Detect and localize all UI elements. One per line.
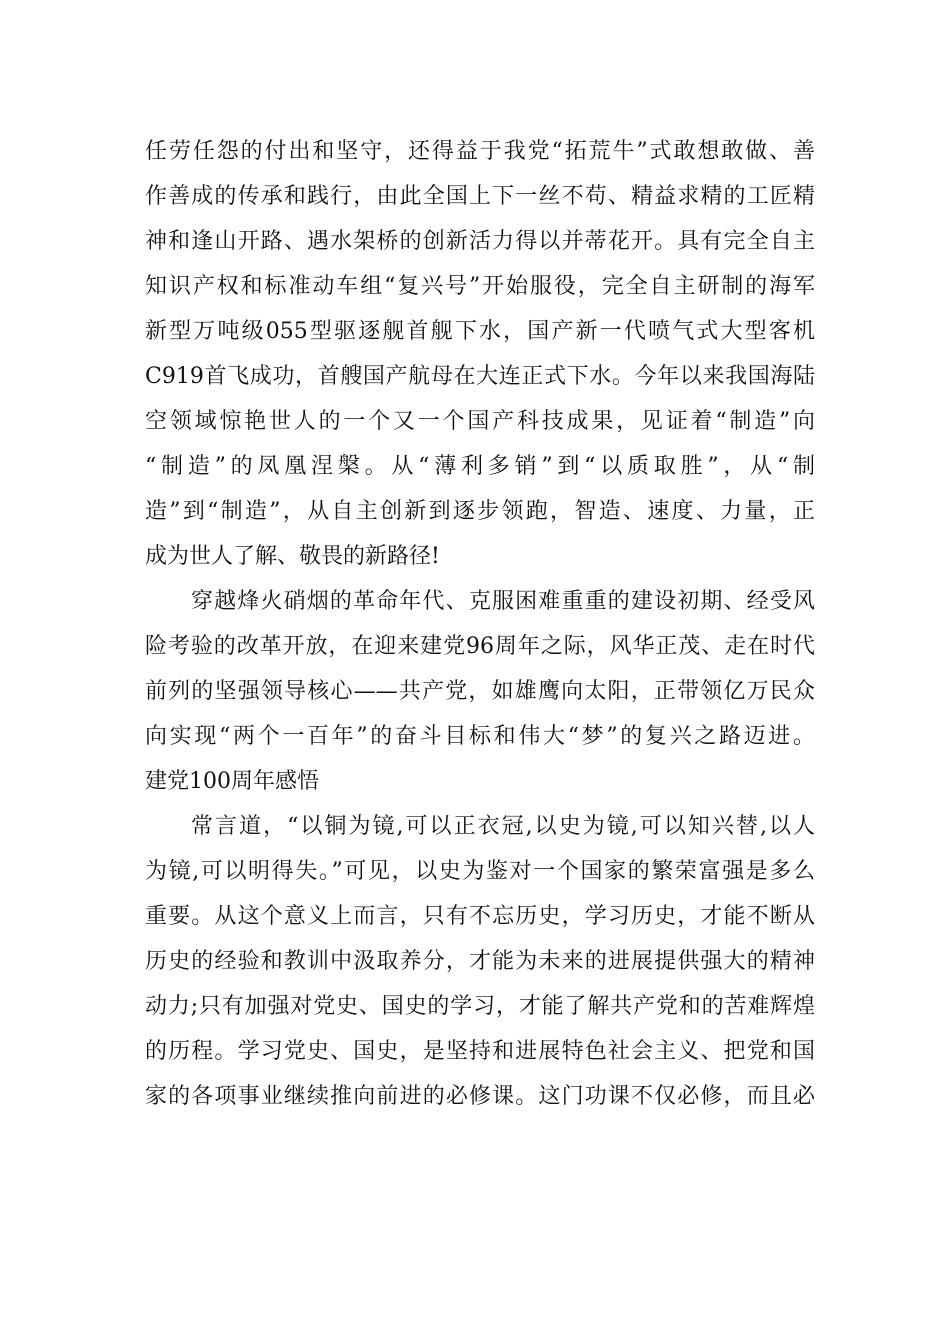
text-line: 家的各项事业继续推向前进的必修课。这门功课不仅必修，而且必 — [145, 1084, 815, 1109]
text-line: 前列的坚强领导核心——共产党，如雄鹰向太阳，正带领亿万民众 — [145, 679, 815, 704]
text-line: 作善成的传承和践行，由此全国上下一丝不苟、精益求精的工匠精 — [145, 184, 815, 209]
text-line: 穿越烽火硝烟的革命年代、克服困难重重的建设初期、经受风 — [191, 589, 815, 614]
text-line: 动力;只有加强对党史、国史的学习，才能了解共产党和的苦难辉煌 — [145, 994, 815, 1019]
text-line: 重要。从这个意义上而言，只有不忘历史，学习历史，才能不断从 — [145, 904, 815, 929]
text-line: 向实现“两个一百年”的奋斗目标和伟大“梦”的复兴之路迈进。 — [145, 724, 815, 749]
document-body — [145, 129, 815, 1119]
text-line: 知识产权和标准动车组“复兴号”开始服役，完全自主研制的海军 — [145, 274, 815, 299]
text-line: 新型万吨级055型驱逐舰首舰下水，国产新一代喷气式大型客机 — [145, 319, 815, 344]
text-line: 的历程。学习党史、国史，是坚持和进展特色社会主义、把党和国 — [145, 1039, 815, 1064]
text-line: 险考验的改革开放，在迎来建党96周年之际，风华正茂、走在时代 — [145, 634, 815, 659]
text-line: 常言道，“以铜为镜,可以正衣冠,以史为镜,可以知兴替,以人 — [191, 814, 815, 839]
text-line: 历史的经验和教训中汲取养分，才能为未来的进展提供强大的精神 — [145, 949, 815, 974]
text-line: 空领域惊艳世人的一个又一个国产科技成果，见证着“制造”向 — [145, 409, 815, 434]
text-line: 成为世人了解、敬畏的新路径! — [145, 544, 440, 569]
text-line: 任劳任怨的付出和坚守，还得益于我党“拓荒牛”式敢想敢做、善 — [145, 139, 815, 164]
text-line: “制造”的凤凰涅槃。从“薄利多销”到“以质取胜”，从“制 — [145, 454, 815, 479]
text-line: 为镜,可以明得失。”可见，以史为鉴对一个国家的繁荣富强是多么 — [145, 859, 815, 884]
heading-text: 建党100周年感悟 — [145, 769, 319, 794]
paragraph-3 — [145, 804, 815, 1119]
text-line: 神和逢山开路、遇水架桥的创新活力得以并蒂花开。具有完全自主 — [145, 229, 815, 254]
section-heading — [145, 759, 815, 804]
text-line: C919首飞成功，首艘国产航母在大连正式下水。今年以来我国海陆 — [145, 364, 815, 389]
paragraph-1 — [145, 129, 815, 579]
paragraph-2 — [145, 579, 815, 759]
text-line: 造”到“制造”，从自主创新到逐步领跑，智造、速度、力量，正 — [145, 499, 815, 524]
